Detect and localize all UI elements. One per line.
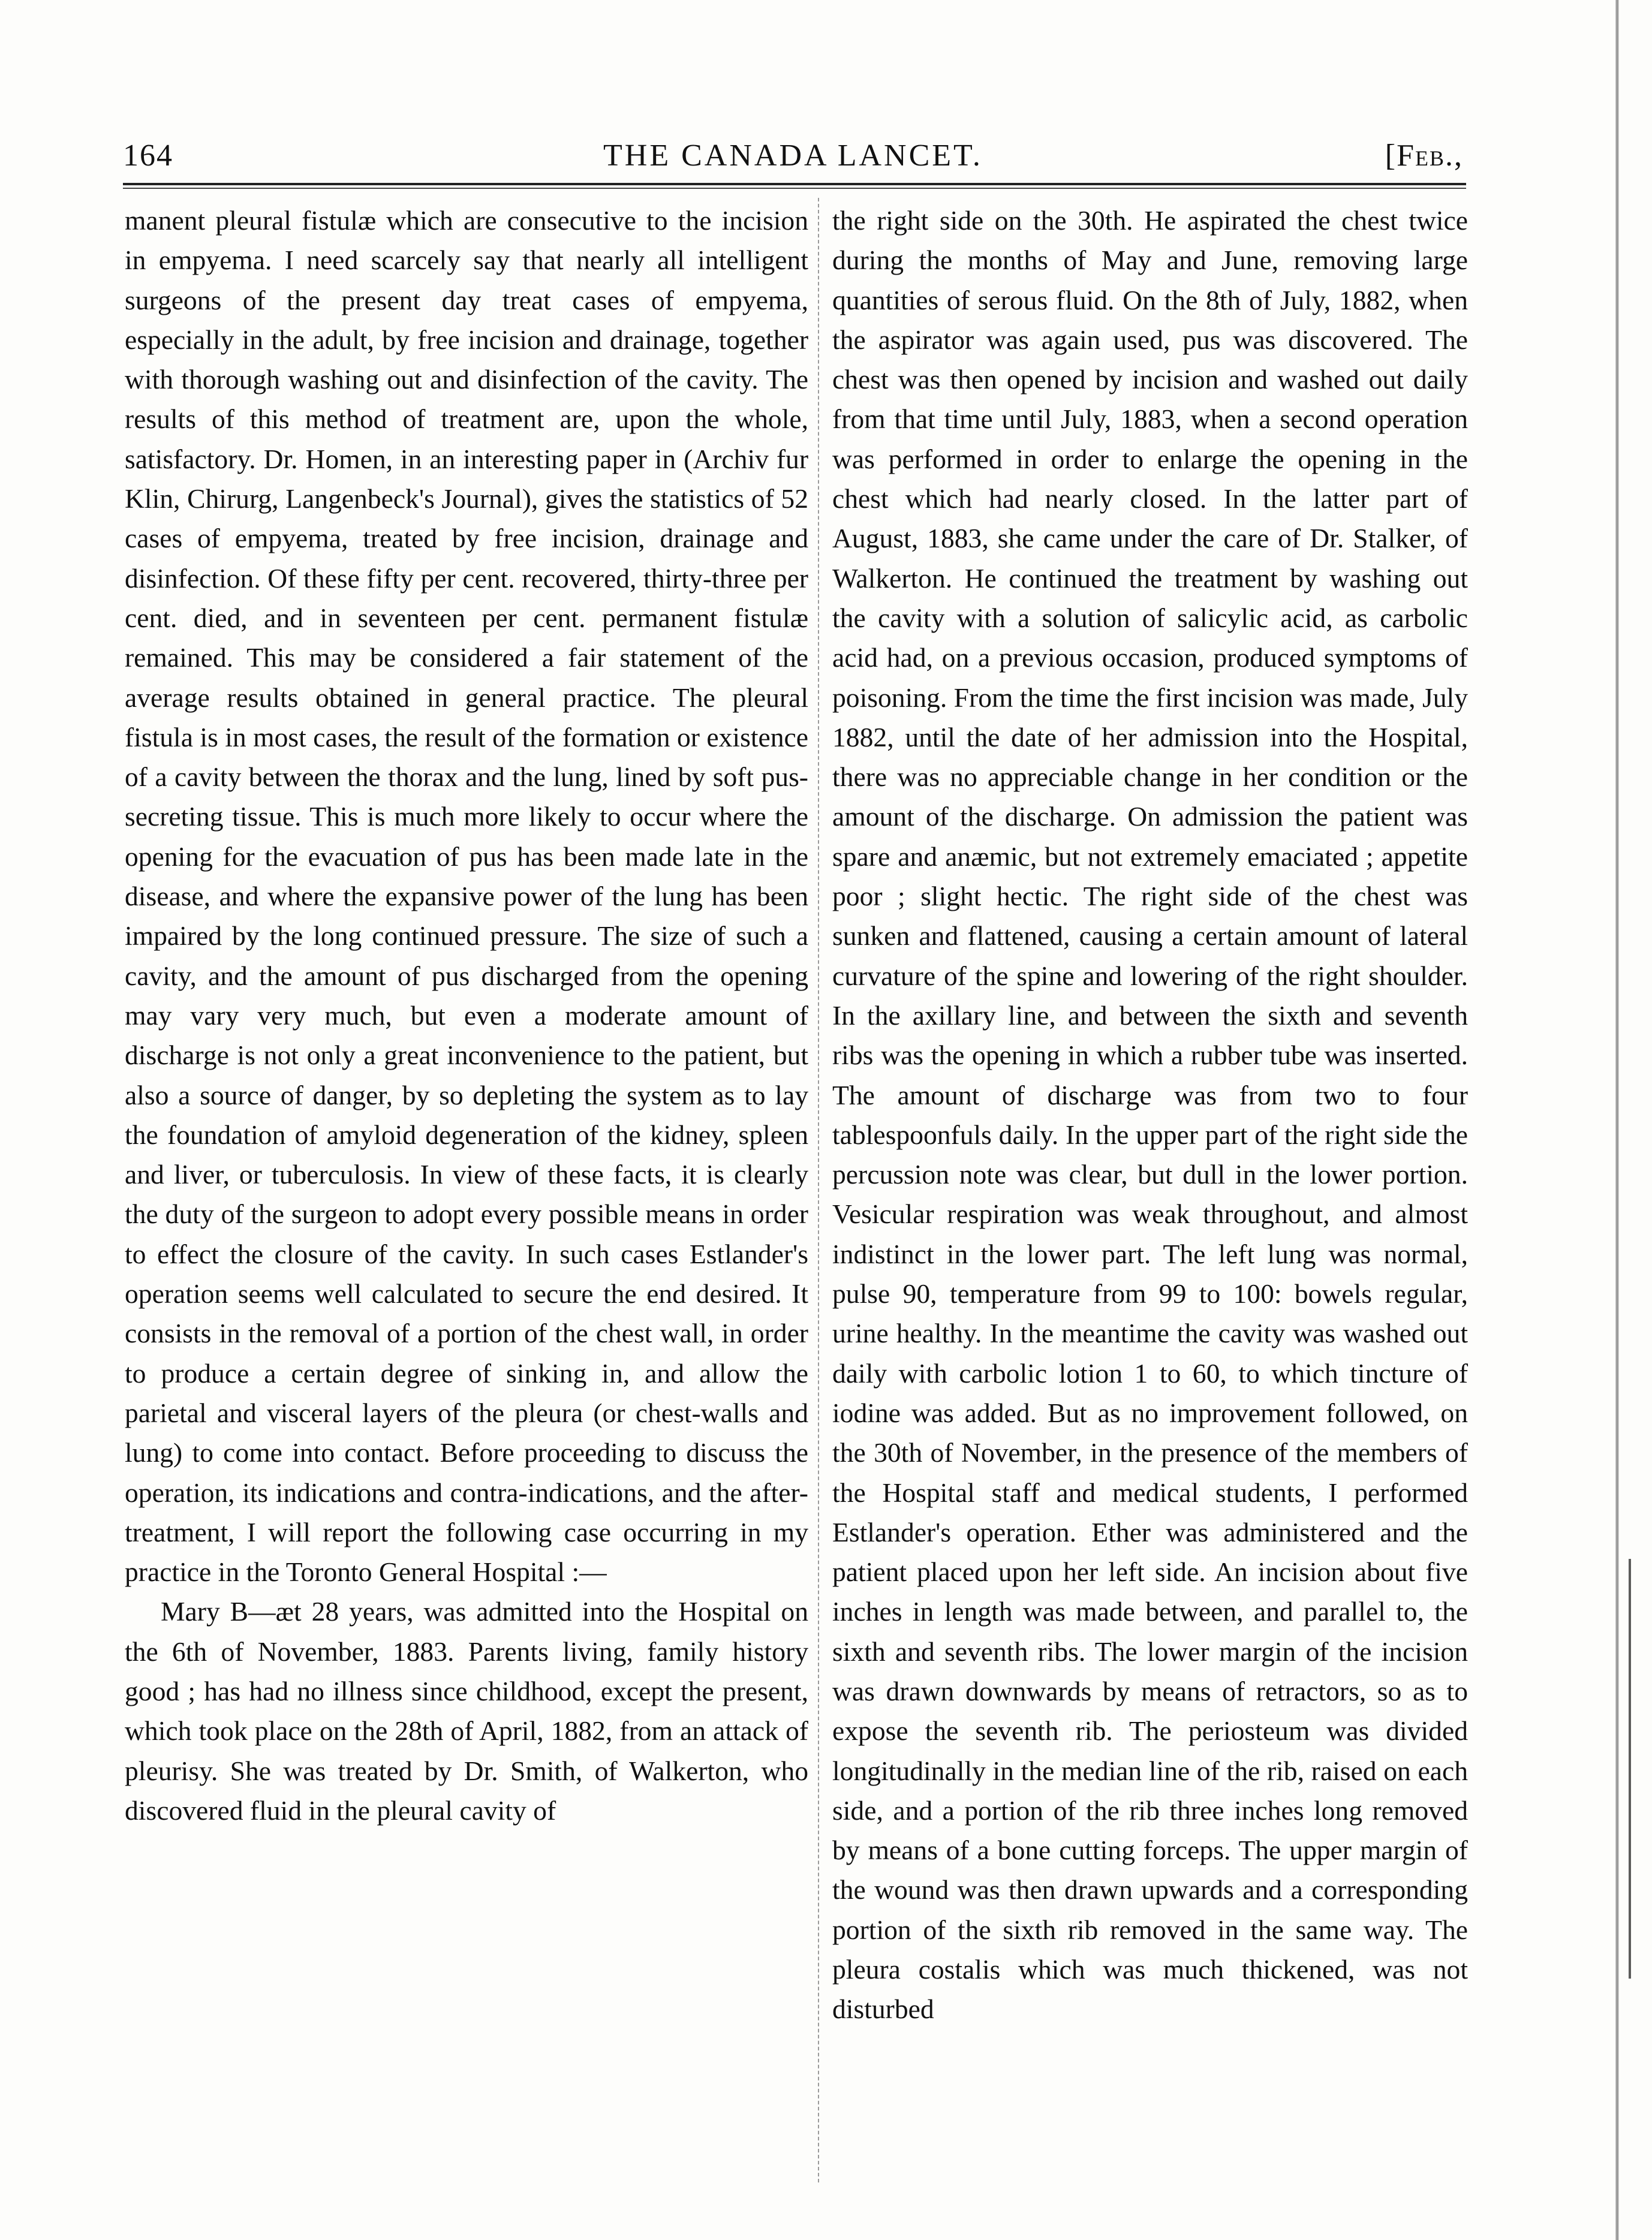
header-rule	[123, 183, 1466, 185]
page-number: 164	[123, 139, 173, 173]
column-divider	[818, 198, 819, 2182]
left-column	[125, 201, 808, 1830]
left-paragraph-1: manent pleural fistulæ which are consecutive to the incision in empyema. I need scarcely say that nearly all intelligent surgeons of the present day treat cases of empyema, especially in the adult, by free incision and drainage, together with thorough washing out and disinfection of the cavity. The results of this method of treatment are, upon the whole, satisfactory. Dr. Homen, in an interesting paper in (Archiv fur Klin, Chirurg, Langenbeck's Journal), gives the statistics of 52 cases of empyema, treated by free incision, drainage and disinfection. Of these fifty per cent. recovered, thirty-three per cent. died, and in seventeen per cent. permanent fistulæ remained. This may be considered a fair statement of the average results obtained in general practice. The pleural fistula is in most cases, the result of the formation or existence of a cavity between the thorax and the lung, lined by soft pus-secreting tissue. This is much more likely to occur where the opening for the evacuation of pus has been made late in the disease, and where the expansive power of the lung has been impaired by the long continued pressure. The size of such a cavity, and the amount of pus discharged from the opening may vary very much, but even a moderate amount of discharge is not only a great inconvenience to the patient, but also a source of danger, by so depleting the system as to lay the foundation of amyloid degeneration of the kidney, spleen and liver, or tuberculosis. In view of these facts, it is clearly the duty of the surgeon to adopt every possible means in order to effect the closure of the cavity. In such cases Estlander's operation seems well calculated to secure the end desired. It consists in the removal of a portion of the chest wall, in order to produce a certain degree of sinking in, and allow the parietal and visceral layers of the pleura (or chest-walls and lung) to come into contact. Before proceeding to discuss the operation, its indications and contra-indications, and the after-treatment, I will report the following case occurring in my practice in the Toronto General Hospital :—	[125, 205, 808, 1588]
running-title: THE CANADA LANCET.	[603, 139, 983, 173]
scan-edge-mark	[1629, 1559, 1631, 1979]
running-date: [Feb.,	[1385, 139, 1463, 173]
right-column	[832, 201, 1468, 2030]
page-header	[123, 138, 1463, 186]
right-paragraph-1: the right side on the 30th. He aspirated the chest twice during the months of May and June, removing large quantities of serous fluid. On the 8th of July, 1882, when the aspirator was again used, pus was discovered. The chest was then opened by incision and washed out daily from that time until July, 1883, when a second operation was performed in order to enlarge the opening in the chest which had nearly closed. In the latter part of August, 1883, she came under the care of Dr. Stalker, of Walkerton. He continued the treatment by washing out the cavity with a solution of salicylic acid, as carbolic acid had, on a previous occasion, produced symptoms of poisoning. From the time the first incision was made, July 1882, until the date of her admission into the Hospital, there was no appreciable change in her condition or the amount of the discharge. On admission the patient was spare and anæmic, but not extremely emaciated ; appetite poor ; slight hectic. The right side of the chest was sunken and flattened, causing a certain amount of lateral curvature of the spine and lowering of the right shoulder. In the axillary line, and between the sixth and seventh ribs was the opening in which a rubber tube was inserted. The amount of discharge was from two to four tablespoonfuls daily. In the upper part of the right side the percussion note was clear, but dull in the lower portion. Vesicular respiration was weak throughout, and almost indistinct in the lower part. The left lung was normal, pulse 90, temperature from 99 to 100: bowels regular, urine healthy. In the meantime the cavity was washed out daily with carbolic lotion 1 to 60, to which tincture of iodine was added. But as no improvement followed, on the 30th of November, in the presence of the members of the Hospital staff and medical students, I performed Estlander's operation. Ether was administered and the patient placed upon her left side. An incision about five inches in length was made between, and parallel to, the sixth and seventh ribs. The lower margin of the incision was drawn downwards by means of retractors, so as to expose the seventh rib. The periosteum was divided longitudinally in the median line of the rib, raised on each side, and a portion of the rib three inches long removed by means of a bone cutting forceps. The upper margin of the wound was then drawn upwards and a corresponding portion of the sixth rib removed in the same way. The pleura costalis which was much thickened, was not disturbed	[832, 205, 1468, 2025]
left-paragraph-2: Mary B—æt 28 years, was admitted into the Hospital on the 6th of November, 1883. Parents living, family history good ; has had no illness since childhood, except the present, which took place on the 28th of April, 1882, from an attack of pleurisy. She was treated by Dr. Smith, of Walkerton, who discovered fluid in the pleural cavity of	[125, 1596, 808, 1826]
scan-edge-shadow	[1615, 0, 1619, 2240]
header-rule-thin	[123, 188, 1466, 189]
